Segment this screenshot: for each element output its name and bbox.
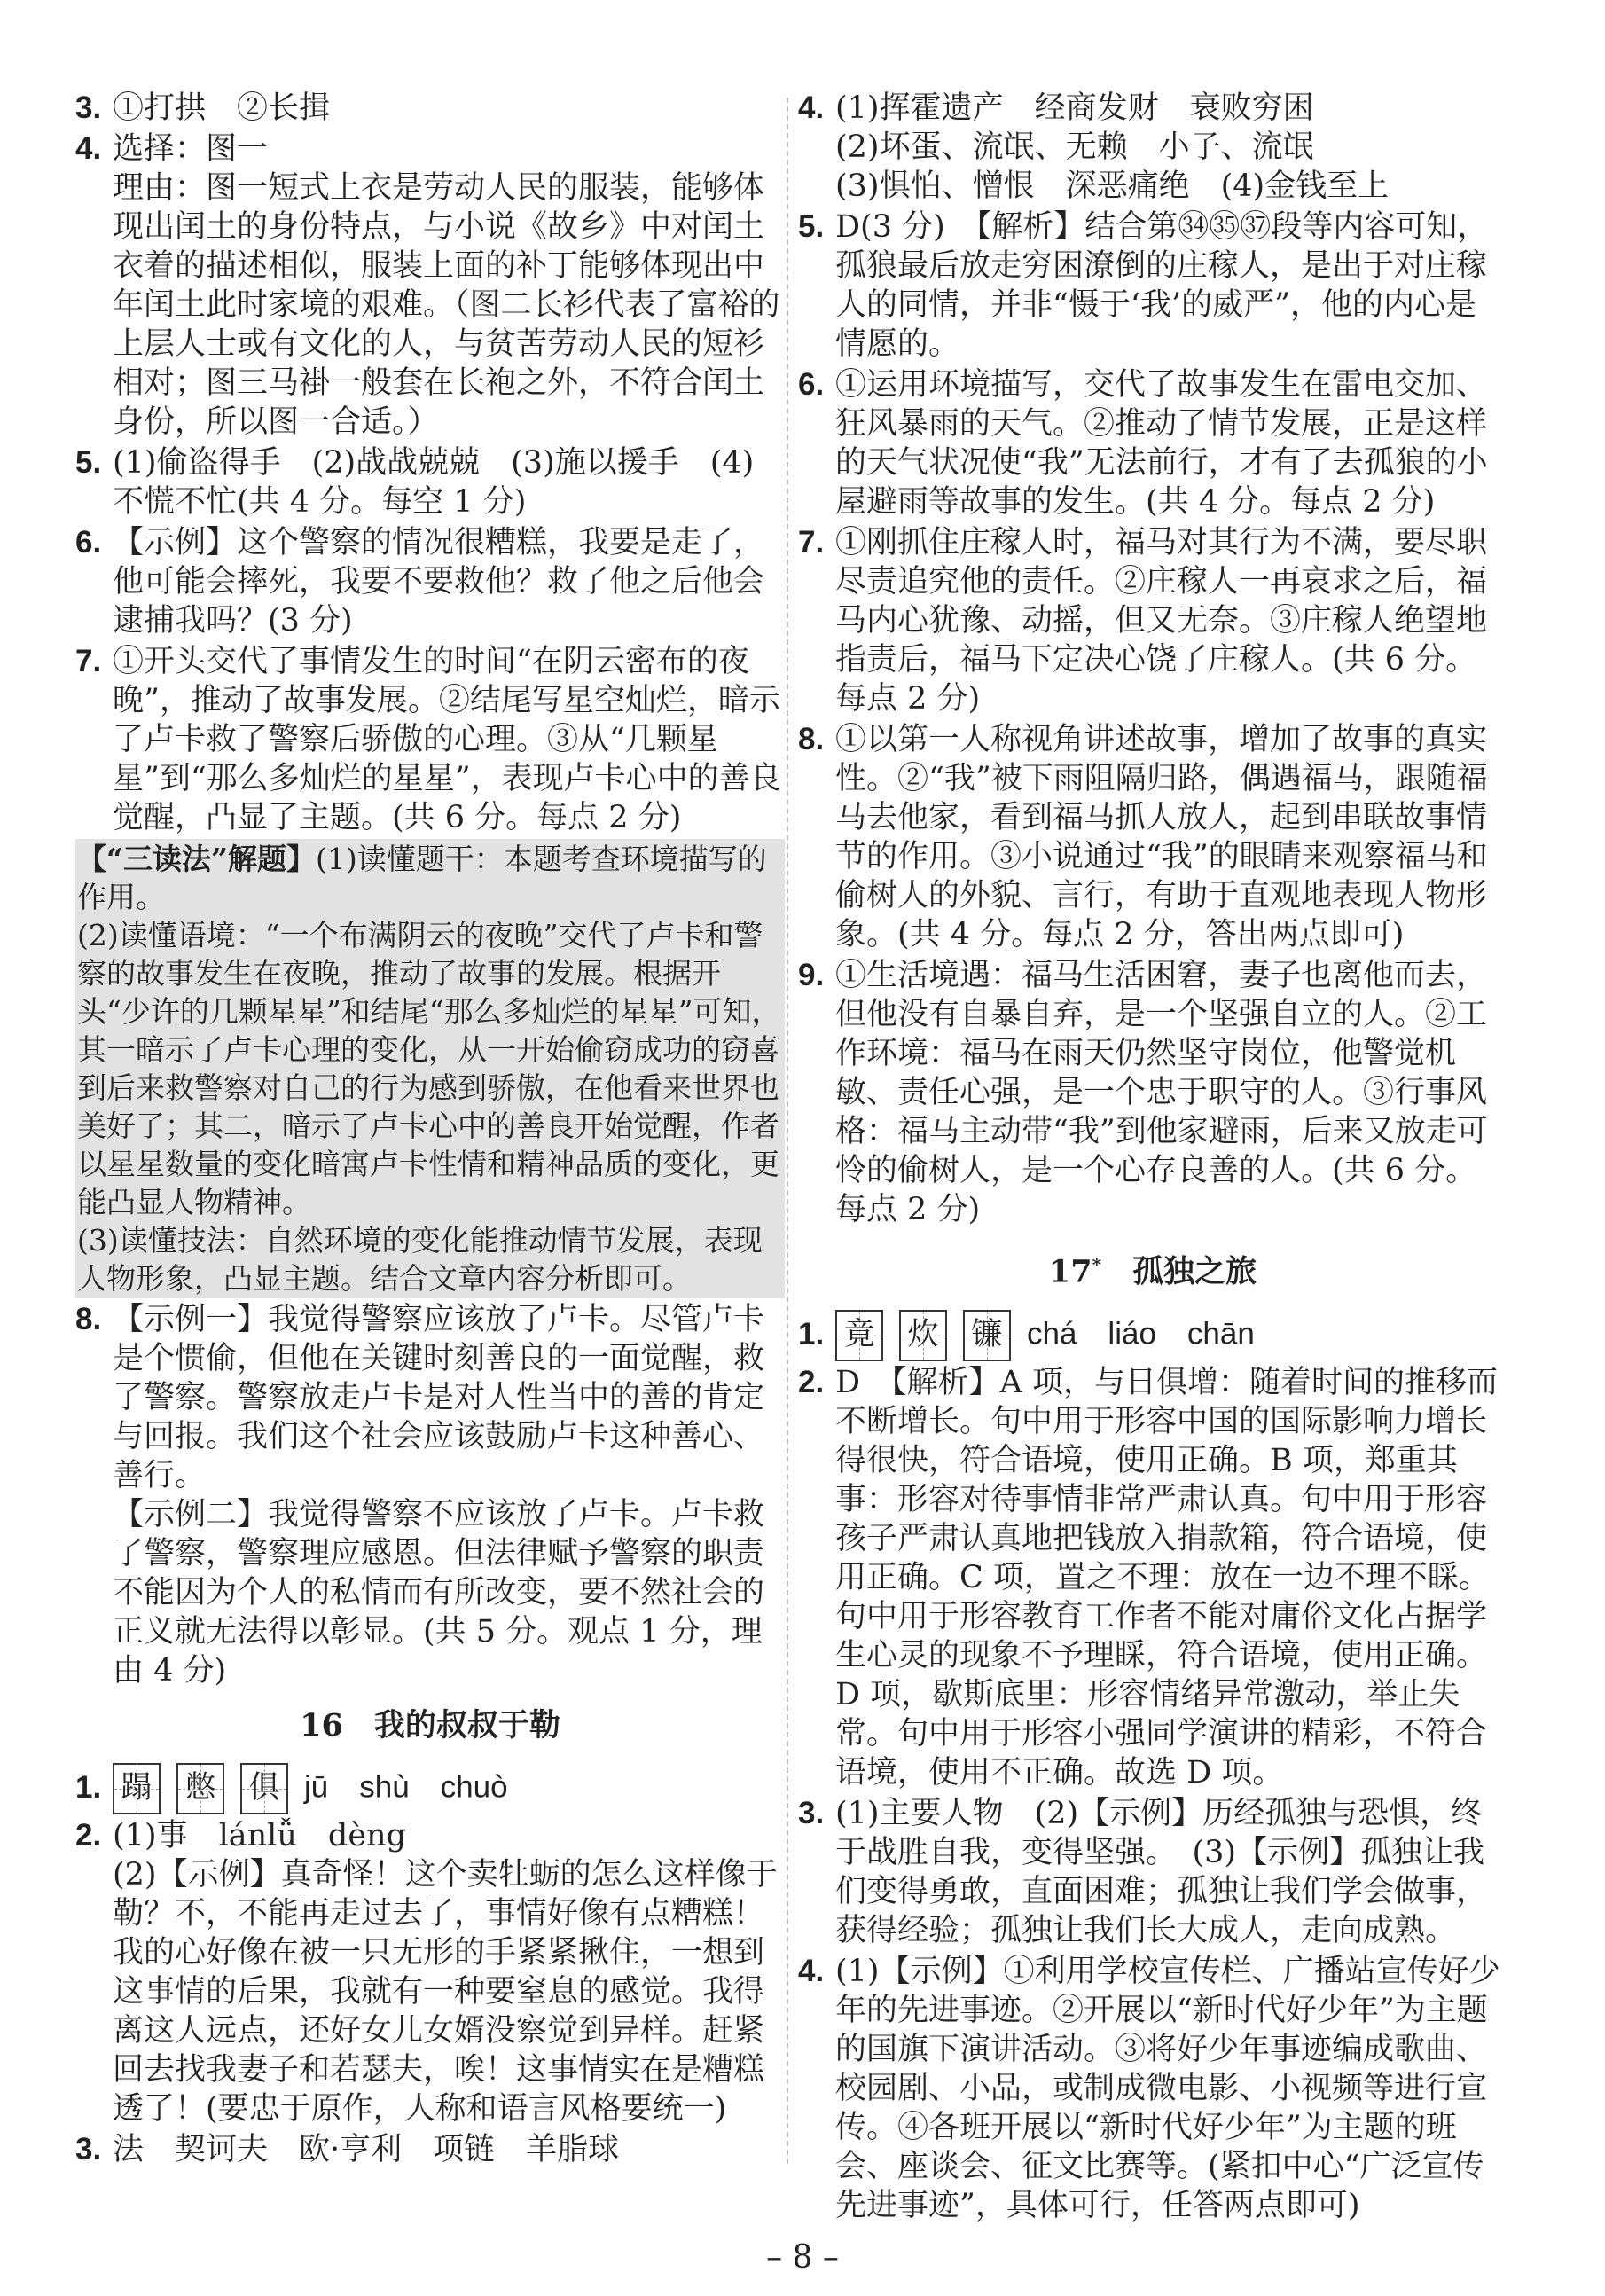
s17-answer-3: 3. (1)主要人物 (2)【示例】历经孤独与恐惧，终于战胜自我，变得坚强。 (3)【示例】孤独让我们变得勇敢，直面困难；孤独让我们学会做事，获得经验；孤独让我们长大成人，走向成熟。 xyxy=(798,1795,1488,1948)
answer-4: 4. 选择：图一 理由：图一短式上衣是劳动人民的服装，能够体现出闰土的身份特点，与小说《故乡》中对闰土衣着的描述相似，服装上面的补丁能够体现出中年闰土此时家境的艰难。（图二长衫代表了富裕的上层人士或有文化的人，与贫苦劳动人民的短衫相对；图三马褂一般套在长袍之外，不符合闰土身份，所以图一合适。） xyxy=(75,131,780,440)
char-box: 俱 xyxy=(240,1763,288,1814)
answer-7: 7. ①开头交代了事情发生的时间“在阴云密布的夜晚”，推动了故事发展。②结尾写星空灿烂，暗示了卢卡救了警察后骄傲的心理。③从“几颗星星”到“那么多灿烂的星星”，表现卢卡心中的善良觉醒，凸显了主题。(共 6 分。每点 2 分) xyxy=(75,644,781,835)
section-title-16: 16 我的叔叔于勒 xyxy=(300,1707,560,1744)
answer-r5: 5. D(3 分) 【解析】结合第㉞㉟㊲段等内容可知，孤狼最后放走穷困潦倒的庄稼人，是出于对庄稼人的同情，并非“慑于‘我’的威严”，他的内心是情愿的。 xyxy=(798,209,1489,362)
right-column xyxy=(798,89,1507,2227)
answer-6: 6. 【示例】这个警察的情况很糟糕，我要是走了，他可能会摔死，我要不要救他？救了他之后他会逮捕我吗？(3 分) xyxy=(75,525,765,639)
char-box: 蹋 xyxy=(113,1763,160,1814)
answer-5: 5. (1)偷盗得手 (2)战战兢兢 (3)施以援手 (4)不慌不忙(共 4 分。每空 1 分) xyxy=(75,445,755,520)
s17-answer-4: 4. (1)【示例】①利用学校宣传栏、广播站宣传好少年的先进事迹。②开展以“新时代好少年”为主题的国旗下演讲活动。③将好少年事迹编成歌曲、校园剧、小品，或制成微电影、小视频等进行宣传。④各班开展以“新时代好少年”为主题的班会、座谈会、征文比赛等。(紧扣中心“广泛宣传先进事迹”，具体可行，任答两点即可) xyxy=(798,1953,1500,2223)
answer-r6: 6. ①运用环境描写，交代了故事发生在雷电交加、狂风暴雨的天气。②推动了情节发展，正是这样的天气状况使“我”无法前行，才有了去孤狼的小屋避雨等故事的发生。(共 4 分。每点 2 分) xyxy=(798,367,1488,520)
answer-r8: 8. ①以第一人称视角讲述故事，增加了故事的真实性。②“我”被下雨阻隔归路，偶遇福马，跟随福马去他家，看到福马抓人放人，起到串联故事情节的作用。③小说通过“我”的眼睛来观察福马和偷树人的外貌、言行，有助于直观地表现人物形象。(共 4 分。每点 2 分，答出两点即可) xyxy=(798,722,1488,952)
answer-3: 3. ①打拱 ②长揖 xyxy=(75,90,331,126)
char-box: 憋 xyxy=(176,1763,224,1814)
answer-8: 8. 【示例一】我觉得警察应该放了卢卡。尽管卢卡是个惯偷，但他在关键时刻善良的一面觉醒，救了警察。警察放走卢卡是对人性当中的善的肯定与回报。我们这个社会应该鼓励卢卡这种善心、善行。 【示例二】我觉得警察不应该放了卢卡。卢卡救了警察，警察理应感恩。但法律赋予警察的职责不能因为个人的私情而有所改变，要不然社会的正义就无法得以彰显。(共 5 分。观点 1 分，理由 4 分) xyxy=(75,1302,765,1689)
three-read-method-box: 【“三读法”解题】(1)读懂题干：本题考查环境描写的作用。 (2)读懂语境：“一个布满阴云的夜晚”交代了卢卡和警察的故事发生在夜晚，推动了故事的发展。根据开头“少许的几颗星星”和结尾“那么多灿烂的星星”可知，其一暗示了卢卡心理的变化，从一开始偷窃成功的窃喜到后来救警察对自己的行为感到骄傲，在他看来世界也美好了；其二，暗示了卢卡心中的善良开始觉醒，作者以星星数量的变化暗寓卢卡性情和精神品质的变化，更能凸显人物精神。 (3)读懂技法：自然环境的变化能推动情节发展，表现人物形象，凸显主题。结合文章内容分析即可。 xyxy=(75,839,785,1298)
answer-r4: 4. (1)挥霍遗产 经商发财 衰败穷困 (2)坏蛋、流氓、无赖 小子、流氓 (3)惧怕、憎恨 深恶痛绝 (4)金钱至上 xyxy=(798,90,1390,204)
s17-answer-1: 1. 竟 炊 镰 chá liáo chān xyxy=(798,1310,1507,1361)
answer-r9: 9. ①生活境遇：福马生活困窘，妻子也离他而去，但他没有自暴自弃，是一个坚强自立的人。②工作环境：福马在雨天仍然坚守岗位，他警觉机敏、责任心强，是一个忠于职守的人。③行事风格：福马主动带“我”到他家避雨，后来又放走可怜的偷树人，是一个心存良善的人。(共 6 分。每点 2 分) xyxy=(798,958,1488,1227)
s16-answer-2: 2. (1)事 lánlǚ dèng (2)【示例】真奇怪！这个卖牡蛎的怎么这样像于勒？不，不能再走过去了，事情好像有点糟糕！我的心好像在被一只无形的手紧紧揪住，一想到这事情的后果，我就有一种要窒息的感觉。我得离这人远点，还好女儿女婿没察觉到异样。赶紧回去找我妻子和若瑟夫，唉！这事情实在是糟糕透了！(要忠于原作，人称和语言风格要统一) xyxy=(75,1818,778,2127)
left-column xyxy=(75,89,785,2171)
s17-answer-2: 2. D 【解析】A 项，与日俱增：随着时间的推移而不断增长。句中用于形容中国的国际影响力增长得很快，符合语境，使用正确。B 项，郑重其事：形容对待事情非常严肃认真。句中用于形容孩子严肃认真地把钱放入捐款箱，符合语境，使用正确。C 项，置之不理：放在一边不理不睬。句中用于形容教育工作者不能对庸俗文化占据学生心灵的现象不予理睬，符合语境，使用正确。D 项，歇斯底里：形容情绪异常激动，举止失常。句中用于形容小强同学演讲的精彩，不符合语境，使用不正确。故选 D 项。 xyxy=(798,1364,1498,1791)
char-box: 炊 xyxy=(899,1310,947,1361)
char-box: 竟 xyxy=(835,1310,883,1361)
s16-answer-3: 3. 法 契诃夫 欧·亨利 项链 羊脂球 xyxy=(75,2132,620,2167)
s16-answer-1: 1. 蹋 憋 俱 jū shù chuò xyxy=(75,1763,785,1814)
page-number: – 8 – xyxy=(766,2239,839,2276)
char-box: 镰 xyxy=(963,1310,1011,1361)
section-title-17: 17* 孤独之旅 xyxy=(1048,1253,1257,1290)
column-divider xyxy=(787,98,788,2164)
answer-r7: 7. ①刚抓住庄稼人时，福马对其行为不满，要尽职尽责追究他的责任。②庄稼人一再哀求之后，福马内心犹豫、动摇，但又无奈。③庄稼人绝望地指责后，福马下定决心饶了庄稼人。(共 6 分。每点 2 分) xyxy=(798,525,1488,717)
